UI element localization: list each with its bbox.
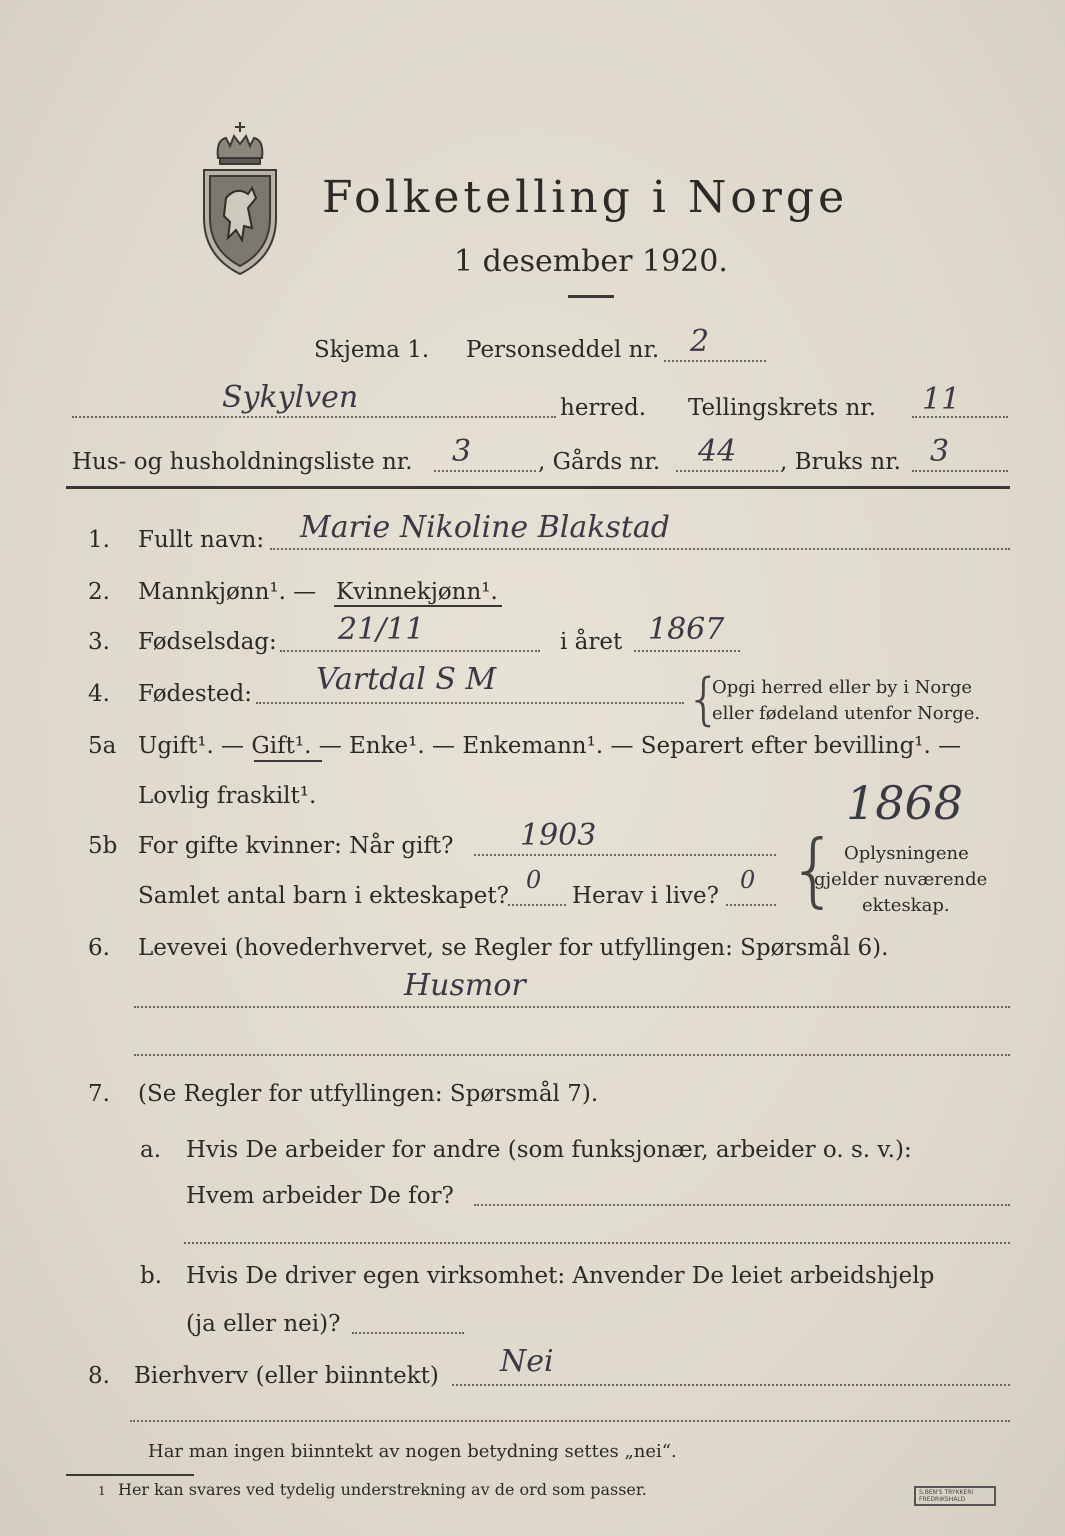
- q5b-married-value[interactable]: 1903: [520, 818, 597, 853]
- q2-option-male: Mannkjønn¹. —: [138, 579, 317, 605]
- q7a-letter: a.: [140, 1137, 162, 1163]
- q5b-alive-label: Herav i live?: [572, 883, 719, 909]
- q6-number: 6.: [88, 935, 110, 961]
- q6-label: Levevei (hovederhvervet, se Regler for utfyllingen: Spørsmål 6).: [138, 935, 889, 961]
- tellingskrets-value[interactable]: 11: [922, 382, 961, 417]
- printer-stamp: [914, 1486, 996, 1506]
- q1-number: 1.: [88, 527, 110, 553]
- q8-label: Bierhverv (eller biinntekt): [134, 1363, 439, 1389]
- q6-value[interactable]: Husmor: [404, 968, 526, 1003]
- bruks-label: , Bruks nr.: [780, 449, 901, 475]
- q5b-alive-value[interactable]: 0: [740, 866, 756, 894]
- q3-year-value[interactable]: 1867: [648, 612, 725, 647]
- personseddel-line: [664, 360, 766, 362]
- q5a-margin-note: 1868: [846, 776, 964, 830]
- q7a-answer-line2: [184, 1242, 1010, 1244]
- q5b-children-value[interactable]: 0: [526, 866, 542, 894]
- q8-value[interactable]: Nei: [500, 1344, 554, 1379]
- q4-number: 4.: [88, 681, 110, 707]
- header-rule: [66, 486, 1010, 489]
- q7b-letter: b.: [140, 1263, 163, 1289]
- q2-option-female: Kvinnekjønn¹.: [336, 579, 498, 605]
- q7a-line2: Hvem arbeider De for?: [186, 1183, 454, 1209]
- q5a-line2: Lovlig fraskilt¹.: [138, 783, 317, 809]
- q7-number: 7.: [88, 1081, 110, 1107]
- herred-value[interactable]: Sykylven: [222, 380, 359, 415]
- title-divider: [568, 295, 614, 298]
- q6-line2: [134, 1054, 1010, 1056]
- q3-year-label: i året: [560, 629, 623, 655]
- bruks-line: [912, 470, 1008, 472]
- q5b-alive-line: [726, 904, 776, 906]
- skjema-label: Skjema 1.: [314, 337, 430, 363]
- q3-number: 3.: [88, 629, 110, 655]
- census-date: 1 desember 1920.: [454, 244, 728, 279]
- form-title: Folketelling i Norge: [322, 172, 849, 223]
- q3-value[interactable]: 21/11: [338, 612, 425, 647]
- q2-number: 2.: [88, 579, 110, 605]
- q5b-note-line3: ekteskap.: [862, 895, 950, 916]
- tellingskrets-label: Tellingskrets nr.: [688, 395, 877, 421]
- q5b-number: 5b: [88, 833, 118, 859]
- q8-line2: [130, 1420, 1010, 1422]
- gards-label: , Gårds nr.: [538, 449, 661, 475]
- husholdningsliste-label: Hus- og husholdningsliste nr.: [72, 449, 413, 475]
- q2-underline: [334, 605, 502, 607]
- q4-note-line2: eller fødeland utenfor Norge.: [712, 703, 981, 724]
- gards-value[interactable]: 44: [698, 434, 737, 469]
- q7b-line2: (ja eller nei)?: [186, 1311, 341, 1337]
- q5b-married-line: [474, 854, 776, 856]
- q7b-line1: Hvis De driver egen virksomhet: Anvender De leiet arbeidshjelp: [186, 1263, 935, 1289]
- q5a-gift-underline: [254, 760, 322, 762]
- herred-line: [72, 416, 556, 418]
- q4-line: [256, 702, 684, 704]
- q5b-brace: {: [788, 823, 839, 916]
- footnote-text: Her kan svares ved tydelig understrekning av de ord som passer.: [118, 1480, 647, 1499]
- coat-of-arms-icon: [196, 118, 284, 280]
- q3-year-line: [634, 650, 740, 652]
- q7-label: (Se Regler for utfyllingen: Spørsmål 7).: [138, 1081, 599, 1107]
- q1-label: Fullt navn:: [138, 527, 265, 553]
- footnote-rule: [66, 1474, 194, 1476]
- personseddel-value[interactable]: 2: [690, 324, 710, 359]
- q7a-line1: Hvis De arbeider for andre (som funksjonær, arbeider o. s. v.):: [186, 1137, 912, 1163]
- q8-line1: [452, 1384, 1010, 1386]
- q5b-note-line1: Oplysningene: [844, 843, 969, 864]
- q3-line: [280, 650, 540, 652]
- printer-stamp-line1: S.BEN'S TRYKKERI: [919, 1489, 974, 1496]
- herred-label: herred.: [560, 395, 647, 421]
- personseddel-label: Personseddel nr.: [466, 337, 660, 363]
- q3-label: Fødselsdag:: [138, 629, 277, 655]
- q4-value[interactable]: Vartdal S M: [316, 662, 497, 697]
- q4-brace: {: [686, 667, 722, 732]
- q7b-answer-line: [352, 1332, 464, 1334]
- q5b-label: For gifte kvinner: Når gift?: [138, 833, 454, 859]
- q1-line: [270, 548, 1010, 550]
- q5b-children-label: Samlet antal barn i ekteskapet?: [138, 883, 509, 909]
- q1-value[interactable]: Marie Nikoline Blakstad: [300, 510, 670, 545]
- husholdningsliste-line: [434, 470, 536, 472]
- gards-line: [676, 470, 778, 472]
- printer-stamp-line2: FREDRIKSHALD: [919, 1496, 966, 1503]
- footer-note: Har man ingen biinntekt av nogen betydning settes „nei“.: [148, 1441, 677, 1462]
- q8-number: 8.: [88, 1363, 110, 1389]
- q5b-children-line: [508, 904, 566, 906]
- q7a-answer-line1: [474, 1204, 1010, 1206]
- footnote-mark: 1: [98, 1484, 106, 1498]
- q4-label: Fødested:: [138, 681, 253, 707]
- q6-line1: [134, 1006, 1010, 1008]
- q5a-number: 5a: [88, 733, 117, 759]
- q5a-line1: Ugift¹. — Gift¹. — Enke¹. — Enkemann¹. — Separert efter bevilling¹. —: [138, 733, 962, 759]
- q4-note-line1: Opgi herred eller by i Norge: [712, 677, 973, 698]
- q5b-note-line2: gjelder nuværende: [814, 869, 988, 890]
- bruks-value[interactable]: 3: [930, 434, 950, 469]
- husholdningsliste-value[interactable]: 3: [452, 434, 472, 469]
